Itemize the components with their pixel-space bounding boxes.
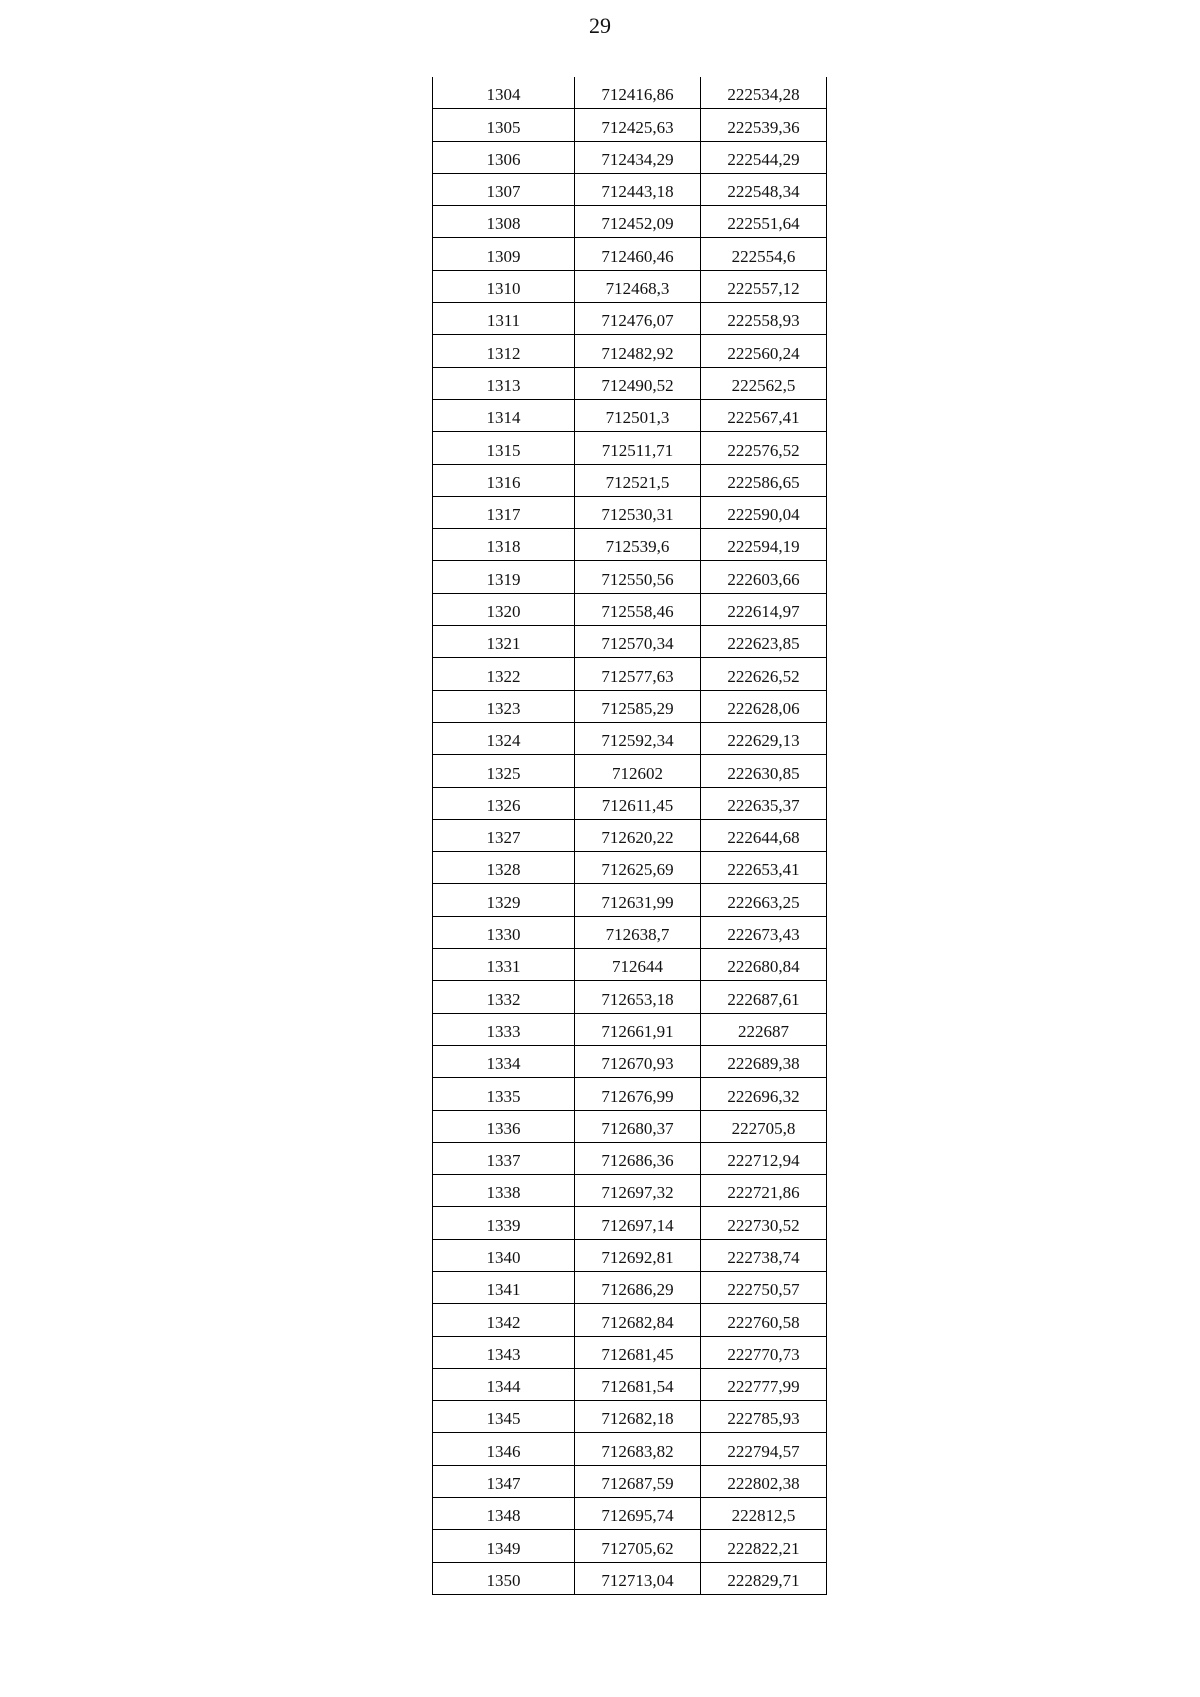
point-number-cell: 1339 (433, 1207, 575, 1239)
point-number-cell: 1347 (433, 1465, 575, 1497)
point-number-cell: 1345 (433, 1401, 575, 1433)
y-coordinate-cell: 222760,58 (701, 1304, 827, 1336)
table-row (433, 432, 827, 464)
point-number-cell: 1346 (433, 1433, 575, 1465)
point-number-cell: 1320 (433, 593, 575, 625)
x-coordinate-cell: 712653,18 (575, 981, 701, 1013)
table-row (433, 1368, 827, 1400)
x-coordinate-cell: 712585,29 (575, 690, 701, 722)
x-coordinate-cell: 712682,84 (575, 1304, 701, 1336)
point-number-cell: 1335 (433, 1078, 575, 1110)
point-number-cell: 1327 (433, 819, 575, 851)
x-coordinate-cell: 712681,45 (575, 1336, 701, 1368)
x-coordinate-cell: 712577,63 (575, 658, 701, 690)
y-coordinate-cell: 222548,34 (701, 173, 827, 205)
x-coordinate-cell: 712611,45 (575, 787, 701, 819)
y-coordinate-cell: 222576,52 (701, 432, 827, 464)
table-row (433, 529, 827, 561)
table-row (433, 1433, 827, 1465)
table-row (433, 561, 827, 593)
y-coordinate-cell: 222687,61 (701, 981, 827, 1013)
x-coordinate-cell: 712452,09 (575, 206, 701, 238)
x-coordinate-cell: 712550,56 (575, 561, 701, 593)
table-row (433, 1336, 827, 1368)
x-coordinate-cell: 712682,18 (575, 1401, 701, 1433)
y-coordinate-cell: 222770,73 (701, 1336, 827, 1368)
table-row (433, 949, 827, 981)
y-coordinate-cell: 222614,97 (701, 593, 827, 625)
table-row (433, 1530, 827, 1562)
x-coordinate-cell: 712416,86 (575, 77, 701, 109)
x-coordinate-cell: 712425,63 (575, 109, 701, 141)
x-coordinate-cell: 712625,69 (575, 852, 701, 884)
y-coordinate-cell: 222738,74 (701, 1239, 827, 1271)
x-coordinate-cell: 712631,99 (575, 884, 701, 916)
point-number-cell: 1311 (433, 303, 575, 335)
table-row (433, 109, 827, 141)
point-number-cell: 1322 (433, 658, 575, 690)
point-number-cell: 1330 (433, 916, 575, 948)
x-coordinate-cell: 712592,34 (575, 722, 701, 754)
point-number-cell: 1307 (433, 173, 575, 205)
point-number-cell: 1329 (433, 884, 575, 916)
y-coordinate-cell: 222644,68 (701, 819, 827, 851)
x-coordinate-cell: 712705,62 (575, 1530, 701, 1562)
point-number-cell: 1304 (433, 77, 575, 109)
table-row (433, 819, 827, 851)
x-coordinate-cell: 712638,7 (575, 916, 701, 948)
table-row (433, 981, 827, 1013)
x-coordinate-cell: 712680,37 (575, 1110, 701, 1142)
point-number-cell: 1306 (433, 141, 575, 173)
y-coordinate-cell: 222721,86 (701, 1175, 827, 1207)
table-row (433, 1271, 827, 1303)
point-number-cell: 1308 (433, 206, 575, 238)
x-coordinate-cell: 712476,07 (575, 303, 701, 335)
y-coordinate-cell: 222558,93 (701, 303, 827, 335)
point-number-cell: 1319 (433, 561, 575, 593)
point-number-cell: 1324 (433, 722, 575, 754)
y-coordinate-cell: 222696,32 (701, 1078, 827, 1110)
table-row (433, 496, 827, 528)
point-number-cell: 1318 (433, 529, 575, 561)
point-number-cell: 1343 (433, 1336, 575, 1368)
y-coordinate-cell: 222544,29 (701, 141, 827, 173)
table-row (433, 690, 827, 722)
point-number-cell: 1323 (433, 690, 575, 722)
table-row (433, 722, 827, 754)
x-coordinate-cell: 712501,3 (575, 399, 701, 431)
table-row (433, 173, 827, 205)
table-row (433, 367, 827, 399)
point-number-cell: 1317 (433, 496, 575, 528)
table-row (433, 303, 827, 335)
table-row (433, 1562, 827, 1594)
x-coordinate-cell: 712695,74 (575, 1498, 701, 1530)
y-coordinate-cell: 222628,06 (701, 690, 827, 722)
y-coordinate-cell: 222551,64 (701, 206, 827, 238)
table-row (433, 1401, 827, 1433)
table-row (433, 1013, 827, 1045)
x-coordinate-cell: 712468,3 (575, 270, 701, 302)
y-coordinate-cell: 222822,21 (701, 1530, 827, 1562)
y-coordinate-cell: 222653,41 (701, 852, 827, 884)
table-row (433, 1498, 827, 1530)
x-coordinate-cell: 712521,5 (575, 464, 701, 496)
point-number-cell: 1342 (433, 1304, 575, 1336)
y-coordinate-cell: 222812,5 (701, 1498, 827, 1530)
point-number-cell: 1312 (433, 335, 575, 367)
point-number-cell: 1344 (433, 1368, 575, 1400)
y-coordinate-cell: 222590,04 (701, 496, 827, 528)
point-number-cell: 1338 (433, 1175, 575, 1207)
table-row (433, 852, 827, 884)
table-row (433, 626, 827, 658)
point-number-cell: 1316 (433, 464, 575, 496)
y-coordinate-cell: 222777,99 (701, 1368, 827, 1400)
point-number-cell: 1332 (433, 981, 575, 1013)
table-row (433, 916, 827, 948)
table-row (433, 787, 827, 819)
point-number-cell: 1334 (433, 1045, 575, 1077)
coordinates-table (432, 77, 827, 1595)
point-number-cell: 1314 (433, 399, 575, 431)
y-coordinate-cell: 222673,43 (701, 916, 827, 948)
x-coordinate-cell: 712602 (575, 755, 701, 787)
point-number-cell: 1310 (433, 270, 575, 302)
y-coordinate-cell: 222594,19 (701, 529, 827, 561)
table-row (433, 1142, 827, 1174)
point-number-cell: 1333 (433, 1013, 575, 1045)
x-coordinate-cell: 712570,34 (575, 626, 701, 658)
table-row (433, 1304, 827, 1336)
y-coordinate-cell: 222554,6 (701, 238, 827, 270)
y-coordinate-cell: 222623,85 (701, 626, 827, 658)
table-row (433, 206, 827, 238)
page-number: 29 (589, 13, 611, 38)
table-row (433, 755, 827, 787)
y-coordinate-cell: 222539,36 (701, 109, 827, 141)
y-coordinate-cell: 222567,41 (701, 399, 827, 431)
table-row (433, 77, 827, 109)
x-coordinate-cell: 712530,31 (575, 496, 701, 528)
y-coordinate-cell: 222629,13 (701, 722, 827, 754)
x-coordinate-cell: 712686,29 (575, 1271, 701, 1303)
x-coordinate-cell: 712686,36 (575, 1142, 701, 1174)
point-number-cell: 1349 (433, 1530, 575, 1562)
point-number-cell: 1315 (433, 432, 575, 464)
point-number-cell: 1337 (433, 1142, 575, 1174)
y-coordinate-cell: 222705,8 (701, 1110, 827, 1142)
x-coordinate-cell: 712511,71 (575, 432, 701, 464)
y-coordinate-cell: 222562,5 (701, 367, 827, 399)
table-row (433, 1239, 827, 1271)
point-number-cell: 1305 (433, 109, 575, 141)
table-row (433, 1465, 827, 1497)
x-coordinate-cell: 712697,32 (575, 1175, 701, 1207)
x-coordinate-cell: 712443,18 (575, 173, 701, 205)
table-row (433, 335, 827, 367)
y-coordinate-cell: 222712,94 (701, 1142, 827, 1174)
y-coordinate-cell: 222680,84 (701, 949, 827, 981)
x-coordinate-cell: 712713,04 (575, 1562, 701, 1594)
x-coordinate-cell: 712558,46 (575, 593, 701, 625)
x-coordinate-cell: 712644 (575, 949, 701, 981)
y-coordinate-cell: 222630,85 (701, 755, 827, 787)
y-coordinate-cell: 222663,25 (701, 884, 827, 916)
y-coordinate-cell: 222626,52 (701, 658, 827, 690)
x-coordinate-cell: 712620,22 (575, 819, 701, 851)
y-coordinate-cell: 222730,52 (701, 1207, 827, 1239)
table-row (433, 238, 827, 270)
x-coordinate-cell: 712676,99 (575, 1078, 701, 1110)
table-row (433, 270, 827, 302)
point-number-cell: 1341 (433, 1271, 575, 1303)
coordinates-table-body (433, 77, 827, 1594)
table-row (433, 1207, 827, 1239)
y-coordinate-cell: 222534,28 (701, 77, 827, 109)
x-coordinate-cell: 712490,52 (575, 367, 701, 399)
point-number-cell: 1326 (433, 787, 575, 819)
table-row (433, 1045, 827, 1077)
y-coordinate-cell: 222802,38 (701, 1465, 827, 1497)
x-coordinate-cell: 712539,6 (575, 529, 701, 561)
y-coordinate-cell: 222829,71 (701, 1562, 827, 1594)
x-coordinate-cell: 712460,46 (575, 238, 701, 270)
table-row (433, 141, 827, 173)
point-number-cell: 1348 (433, 1498, 575, 1530)
point-number-cell: 1321 (433, 626, 575, 658)
y-coordinate-cell: 222750,57 (701, 1271, 827, 1303)
point-number-cell: 1331 (433, 949, 575, 981)
table-row (433, 464, 827, 496)
point-number-cell: 1309 (433, 238, 575, 270)
x-coordinate-cell: 712482,92 (575, 335, 701, 367)
x-coordinate-cell: 712661,91 (575, 1013, 701, 1045)
y-coordinate-cell: 222586,65 (701, 464, 827, 496)
point-number-cell: 1350 (433, 1562, 575, 1594)
y-coordinate-cell: 222603,66 (701, 561, 827, 593)
y-coordinate-cell: 222557,12 (701, 270, 827, 302)
y-coordinate-cell: 222785,93 (701, 1401, 827, 1433)
point-number-cell: 1336 (433, 1110, 575, 1142)
x-coordinate-cell: 712683,82 (575, 1433, 701, 1465)
x-coordinate-cell: 712434,29 (575, 141, 701, 173)
table-row (433, 884, 827, 916)
table-row (433, 1110, 827, 1142)
x-coordinate-cell: 712681,54 (575, 1368, 701, 1400)
point-number-cell: 1328 (433, 852, 575, 884)
x-coordinate-cell: 712687,59 (575, 1465, 701, 1497)
table-row (433, 399, 827, 431)
x-coordinate-cell: 712670,93 (575, 1045, 701, 1077)
table-row (433, 1078, 827, 1110)
y-coordinate-cell: 222794,57 (701, 1433, 827, 1465)
point-number-cell: 1313 (433, 367, 575, 399)
table-row (433, 658, 827, 690)
x-coordinate-cell: 712697,14 (575, 1207, 701, 1239)
point-number-cell: 1340 (433, 1239, 575, 1271)
table-row (433, 593, 827, 625)
y-coordinate-cell: 222560,24 (701, 335, 827, 367)
y-coordinate-cell: 222689,38 (701, 1045, 827, 1077)
point-number-cell: 1325 (433, 755, 575, 787)
y-coordinate-cell: 222635,37 (701, 787, 827, 819)
x-coordinate-cell: 712692,81 (575, 1239, 701, 1271)
table-row (433, 1175, 827, 1207)
y-coordinate-cell: 222687 (701, 1013, 827, 1045)
